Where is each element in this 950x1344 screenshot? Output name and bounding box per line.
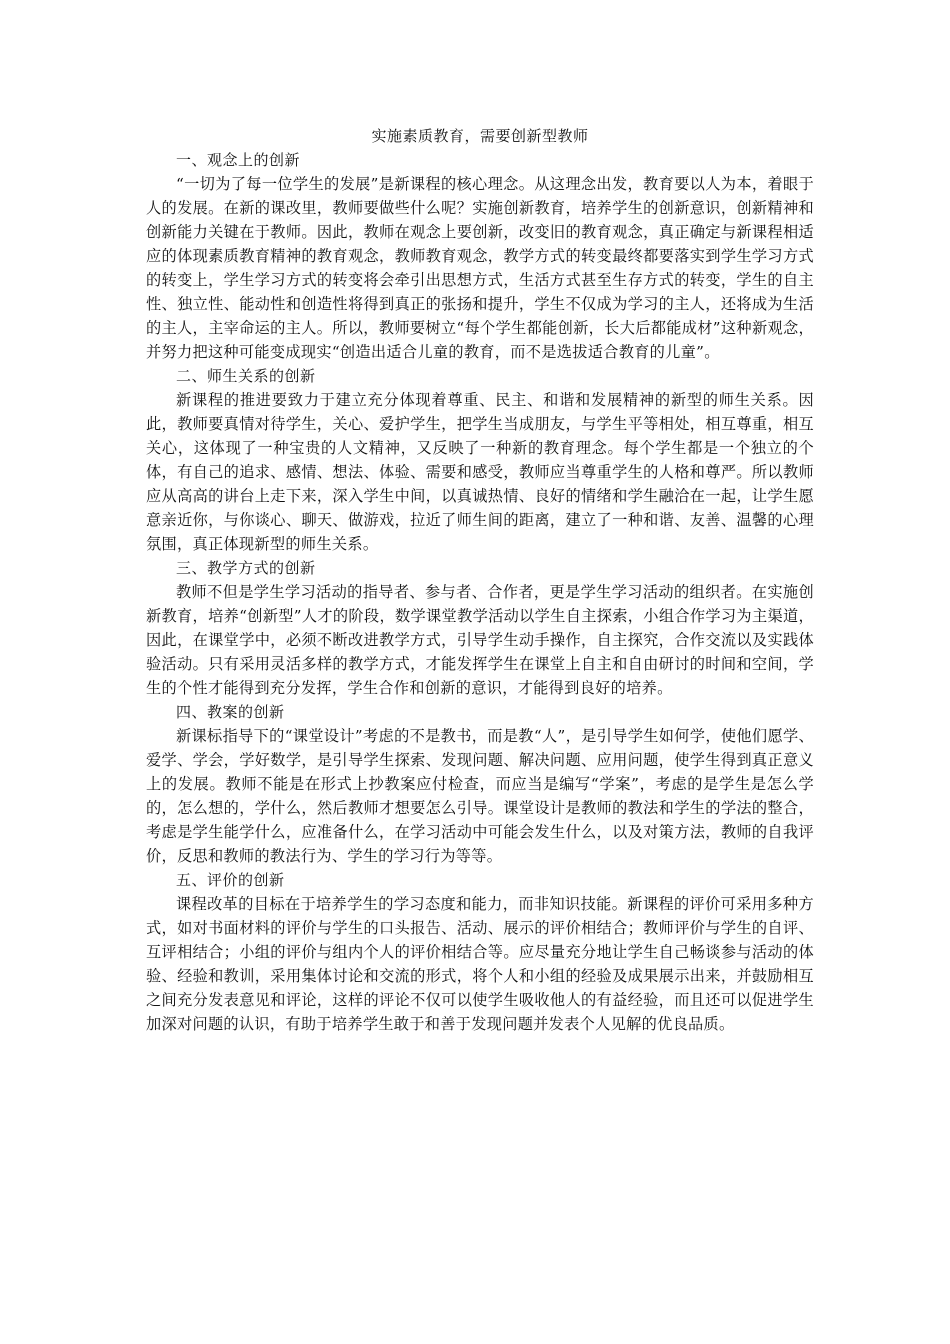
section-heading-4: 四、教案的创新 (176, 703, 285, 721)
section-paragraph-2: 新课程的推进要致力于建立充分体现着尊重、民主、和谐和发展精神的新型的师生关系。因此，教师要真情对待学生，关心、爱护学生，把学生当成朋友，与学生平等相处，相互尊重，相互关心，这体现了一种宝贵的人文精神，又反映了一种新的教育理念。每个学生都是一个独立的个体，有自己的追求、感情、想法、体验、需要和感受，教师应当尊重学生的人格和尊严。所以教师应从高高的讲台上走下来，深入学生中间，以真诚热情、良好的情绪和学生融洽在一起，让学生愿意亲近你，与你谈心、聊天、做游戏，拉近了师生间的距离，建立了一种和谐、友善、温馨的心理氛围，真正体现新型的师生关系。 (146, 391, 814, 553)
document-body (146, 124, 814, 1036)
section-heading-3: 三、教学方式的创新 (176, 559, 316, 577)
section-heading-5: 五、评价的创新 (176, 871, 285, 889)
document-title: 实施素质教育，需要创新型教师 (371, 127, 589, 145)
section-paragraph-4: 新课标指导下的“课堂设计”考虑的不是教书，而是教“人”，是引导学生如何学，使他们愿学、爱学、学会，学好数学，是引导学生探索、发现问题、解决问题、应用问题，使学生得到真正意义上的发展。教师不能是在形式上抄教案应付检查，而应当是编写“学案”，考虑的是学生是怎么学的，怎么想的，学什么，然后教师才想要怎么引导。课堂设计是教师的教法和学生的学法的整合，考虑是学生能学什么，应准备什么，在学习活动中可能会发生什么，以及对策方法，教师的自我评价，反思和教师的教法行为、学生的学习行为等等。 (146, 727, 814, 865)
section-heading-1: 一、观念上的创新 (176, 151, 301, 169)
section-heading-2: 二、师生关系的创新 (176, 367, 316, 385)
section-paragraph-1: “一切为了每一位学生的发展”是新课程的核心理念。从这理念出发，教育要以人为本，着眼于人的发展。在新的课改里，教师要做些什么呢？实施创新教育，培养学生的创新意识，创新精神和创新能力关键在于教师。因此，教师在观念上要创新，改变旧的教育观念，真正确定与新课程相适应的体现素质教育精神的教育观念，教师教育观念，教学方式的转变最终都要落实到学生学习方式的转变上，学生学习方式的转变将会牵引出思想方式，生活方式甚至生存方式的转变，学生的自主性、独立性、能动性和创造性将得到真正的张扬和提升，学生不仅成为学习的主人，还将成为生活的主人，主宰命运的主人。所以，教师要树立“每个学生都能创新，长大后都能成材”这种新观念，并努力把这种可能变成现实“创造出适合儿童的教育，而不是选拔适合教育的儿童”。 (146, 175, 814, 361)
section-paragraph-5: 课程改革的目标在于培养学生的学习态度和能力，而非知识技能。新课程的评价可采用多种方式，如对书面材料的评价与学生的口头报告、活动、展示的评价相结合；教师评价与学生的自评、互评相结合；小组的评价与组内个人的评价相结合等。应尽量充分地让学生自己畅谈参与活动的体验、经验和教训，采用集体讨论和交流的形式，将个人和小组的经验及成果展示出来，并鼓励相互之间充分发表意见和评论，这样的评论不仅可以使学生吸收他人的有益经验，而且还可以促进学生加深对问题的认识，有助于培养学生敢于和善于发现问题并发表个人见解的优良品质。 (146, 895, 814, 1033)
section-paragraph-3: 教师不但是学生学习活动的指导者、参与者、合作者，更是学生学习活动的组织者。在实施创新教育，培养“创新型”人才的阶段，数学课堂教学活动以学生自主探索，小组合作学习为主渠道，因此，在课堂学中，必须不断改进教学方式，引导学生动手操作，自主探究，合作交流以及实践体验活动。只有采用灵活多样的教学方式，才能发挥学生在课堂上自主和自由研讨的时间和空间，学生的个性才能得到充分发挥，学生合作和创新的意识，才能得到良好的培养。 (146, 583, 814, 697)
